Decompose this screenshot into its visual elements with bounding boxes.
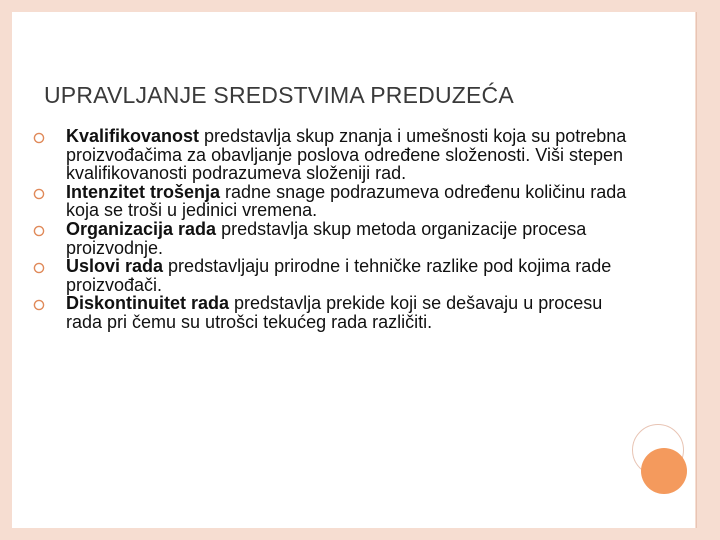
- bullet-text: predstavlja skup metoda organizacije procesa proizvodnje.: [66, 218, 587, 258]
- bullet-term: Diskontinuitet rada: [66, 293, 230, 314]
- circle-bullet-icon: [33, 225, 45, 237]
- slide-title: UPRAVLJANJE SREDSTVIMA PREDUZEĆA: [44, 82, 514, 108]
- bullet-term: Organizacija rada: [66, 218, 217, 239]
- bullet-list: [32, 127, 642, 332]
- panel-border-line: [696, 12, 697, 528]
- bullet-item: [32, 294, 642, 331]
- circle-bullet-icon: [33, 188, 45, 200]
- circle-bullet-icon: [33, 132, 45, 144]
- circle-bullet-icon: [33, 262, 45, 274]
- bullet-item: [32, 127, 642, 183]
- content-panel: [12, 12, 695, 528]
- bullet-term: Kvalifikovanost: [66, 126, 200, 146]
- bullet-term: Intenzitet trošenja: [66, 181, 221, 202]
- bullet-item: [32, 220, 642, 257]
- bullet-text: predstavlja skup znanja i umešnosti koja su potrebna proizvođačima za obavljanje poslova određene složenosti. Viši stepen kvalifikovanosti podrazumeva složeniji rad.: [66, 126, 627, 184]
- bullet-item: [32, 183, 642, 220]
- bullet-text: radne snage podrazumeva određenu količinu rada koja se troši u jedinici vremena.: [66, 181, 627, 221]
- bullet-term: Uslovi rada: [66, 256, 164, 277]
- bullet-text: predstavljaju prirodne i tehničke razlike pod kojima rade proizvođači.: [66, 256, 612, 295]
- circle-bullet-icon: [33, 299, 45, 311]
- decorative-circle-accent: [641, 448, 687, 494]
- bullet-item: [32, 257, 642, 294]
- bullet-text: predstavlja prekide koji se dešavaju u procesu rada pri čemu su utrošci tekućeg rada različiti.: [66, 293, 603, 332]
